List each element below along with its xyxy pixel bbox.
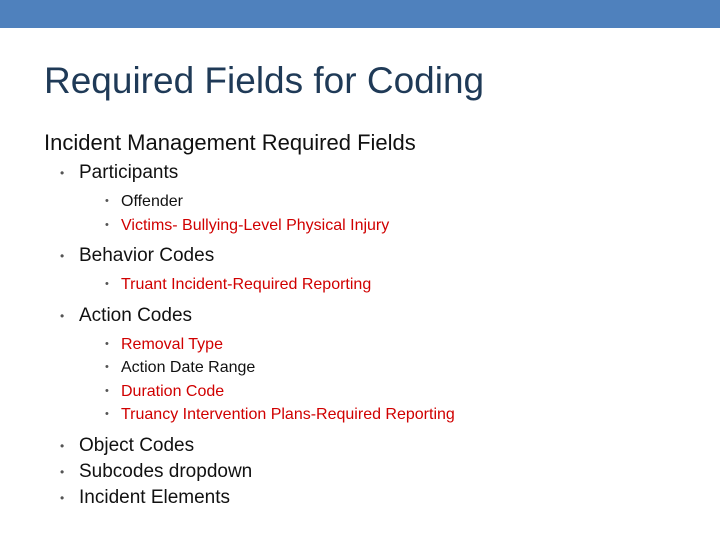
bullet-icon: • [105, 218, 109, 231]
sub-bullet-label: Truancy Intervention Plans-Required Reporting [121, 406, 455, 423]
bullet-icon: • [105, 195, 109, 207]
bullet-label: Action Codes [79, 304, 193, 326]
slide-title: Required Fields for Coding [44, 60, 485, 101]
bullet-icon: • [105, 278, 109, 290]
bullet-list [60, 160, 455, 511]
sub-bullet-list [105, 333, 455, 427]
bullet-label: Behavior Codes [79, 245, 215, 266]
bullet-label: Incident Elements [79, 486, 231, 508]
top-accent-bar [0, 0, 720, 28]
sub-bullet-removal-type [105, 333, 455, 357]
sub-bullet-victims [105, 214, 455, 238]
bullet-icon: • [60, 249, 65, 263]
sub-bullet-label: Duration Code [121, 382, 225, 400]
bullet-object-codes [60, 433, 455, 459]
bullet-participants [60, 160, 455, 237]
bullet-icon: • [105, 384, 109, 397]
sub-bullet-truant-incident [105, 273, 455, 297]
sub-bullet-offender [105, 190, 455, 214]
sub-bullet-label: Removal Type [121, 335, 223, 353]
sub-bullet-label: Action Date Range [121, 359, 256, 376]
bullet-incident-elements [60, 485, 455, 511]
bullet-action-codes [60, 303, 455, 427]
sub-bullet-truancy-intervention [105, 403, 455, 427]
bullet-subcodes-dropdown [60, 459, 455, 485]
bullet-icon: • [105, 337, 109, 350]
sub-bullet-label: Offender [121, 193, 183, 210]
sub-bullet-label: Truant Incident-Required Reporting [121, 276, 372, 293]
sub-bullet-list [105, 273, 455, 297]
bullet-icon: • [105, 408, 109, 420]
bullet-icon: • [105, 361, 109, 373]
bullet-label: Participants [79, 162, 179, 183]
bullet-icon: • [60, 464, 65, 479]
bullet-icon: • [60, 166, 65, 180]
bullet-label: Subcodes dropdown [79, 460, 253, 482]
sub-bullet-list [105, 190, 455, 237]
sub-bullet-action-date-range [105, 356, 455, 380]
bullet-icon: • [60, 490, 65, 505]
section-heading: Incident Management Required Fields [44, 130, 416, 155]
sub-bullet-duration-code [105, 380, 455, 404]
bullet-behavior-codes [60, 243, 455, 297]
bullet-icon: • [60, 308, 65, 323]
bullet-label: Object Codes [79, 434, 195, 456]
bullet-icon: • [60, 438, 65, 453]
sub-bullet-label: Victims- Bullying-Level Physical Injury [121, 216, 390, 234]
